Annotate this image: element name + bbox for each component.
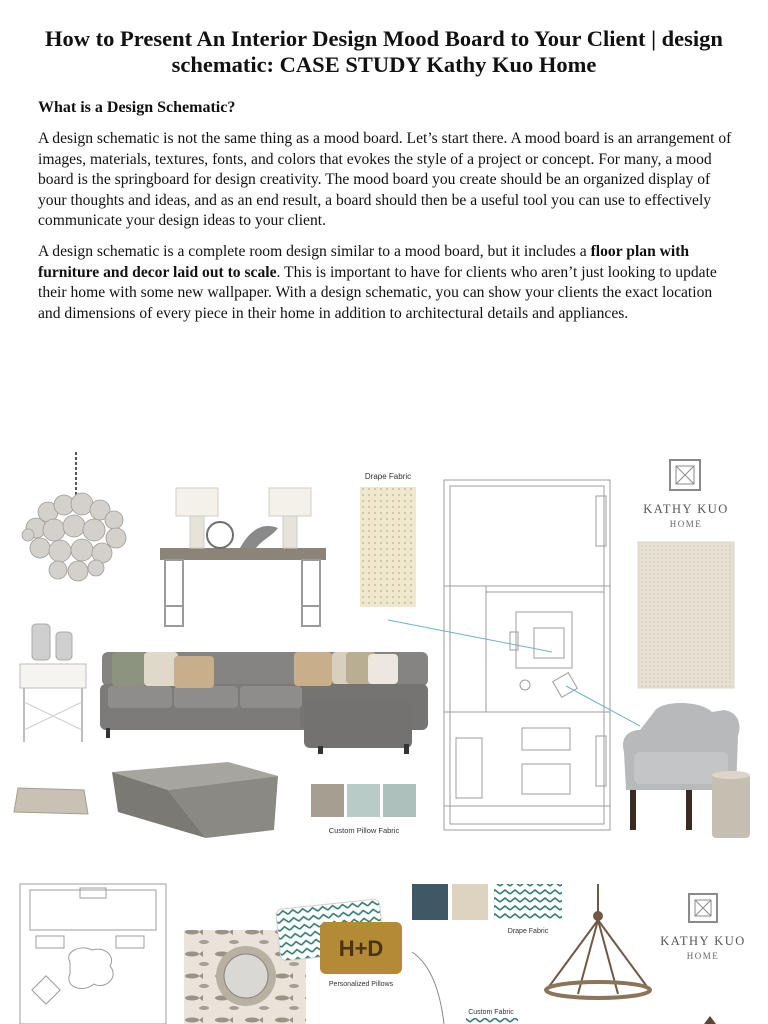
pillow-fabric-swatches xyxy=(311,784,416,817)
bubble-chandelier xyxy=(22,452,126,581)
custom-fabric-label: Custom Fabric xyxy=(468,1009,514,1016)
kathy-kuo-logo-1 xyxy=(670,460,700,490)
drape-fabric-label: Drape Fabric xyxy=(364,472,412,481)
side-table xyxy=(20,664,86,742)
brand-name-2: KATHY KUO xyxy=(660,934,746,948)
drape-fabric-swatch xyxy=(360,487,416,607)
paragraph-1: A design schematic is not the same thing as a mood board. Let’s start there. A mood board is an arrangement of images, materials, textures, fonts, and colors that evokes the style of a project or concept. For many, a mood board is the springboard for design creativity. The mood board you create should be an organized display of your thoughts and ideas, and as an end result, a board should then be a useful tool you can use to effectively communicate your design ideas to your client. xyxy=(38,130,732,230)
hd-pillow-text: H+D xyxy=(338,936,384,961)
paragraph-2 xyxy=(38,242,738,324)
section-heading: What is a Design Schematic? xyxy=(38,99,236,116)
kathy-kuo-logo-2 xyxy=(689,894,717,922)
tray xyxy=(14,788,88,814)
decor-object xyxy=(704,1016,716,1024)
pillow-fabric-label: Custom Pillow Fabric xyxy=(328,826,400,835)
personalized-pillows-label: Personalized Pillows xyxy=(328,981,394,988)
brand-sub-1: HOME xyxy=(669,519,703,529)
custom-fabric-swatch xyxy=(466,1018,518,1024)
round-mirror xyxy=(216,946,276,1006)
swatch-chevron xyxy=(494,884,562,920)
swatch-cream xyxy=(452,884,488,920)
coffee-table xyxy=(112,762,278,838)
swatch-slate xyxy=(412,884,448,920)
drape-fabric-label-2: Drape Fabric xyxy=(507,928,549,935)
sectional-sofa xyxy=(100,652,428,754)
floor-plan-2 xyxy=(20,884,166,1024)
connector-line xyxy=(412,952,444,1024)
brand-sub-2: HOME xyxy=(686,951,720,961)
vases xyxy=(32,624,72,660)
console-table xyxy=(160,488,326,626)
shag-rug xyxy=(638,542,734,688)
paragraph-2-text-a: A design schematic is a complete room design similar to a mood board, but it includes a xyxy=(38,243,591,260)
floor-plan xyxy=(444,480,610,830)
stump-side-table xyxy=(712,771,750,838)
mood-board-image xyxy=(0,440,768,1024)
paragraph-2-text-b: . This is important to have for clients who aren’t just looking to update their home with some new wallpaper. With a design schematic, you can show your clients the exact location and dimensions of every piece in their home in addition to architectural details and appliances. xyxy=(38,263,717,322)
table-lamp-right xyxy=(269,488,311,548)
table-lamp-left xyxy=(176,488,218,548)
brand-name-1: KATHY KUO xyxy=(643,502,729,516)
page-title: How to Present An Interior Design Mood Board to Your Client | design schematic: CASE STUDY Kathy Kuo Home xyxy=(45,26,723,77)
paragraph-2-bold: floor plan with furniture and decor laid out to scale xyxy=(38,243,690,281)
